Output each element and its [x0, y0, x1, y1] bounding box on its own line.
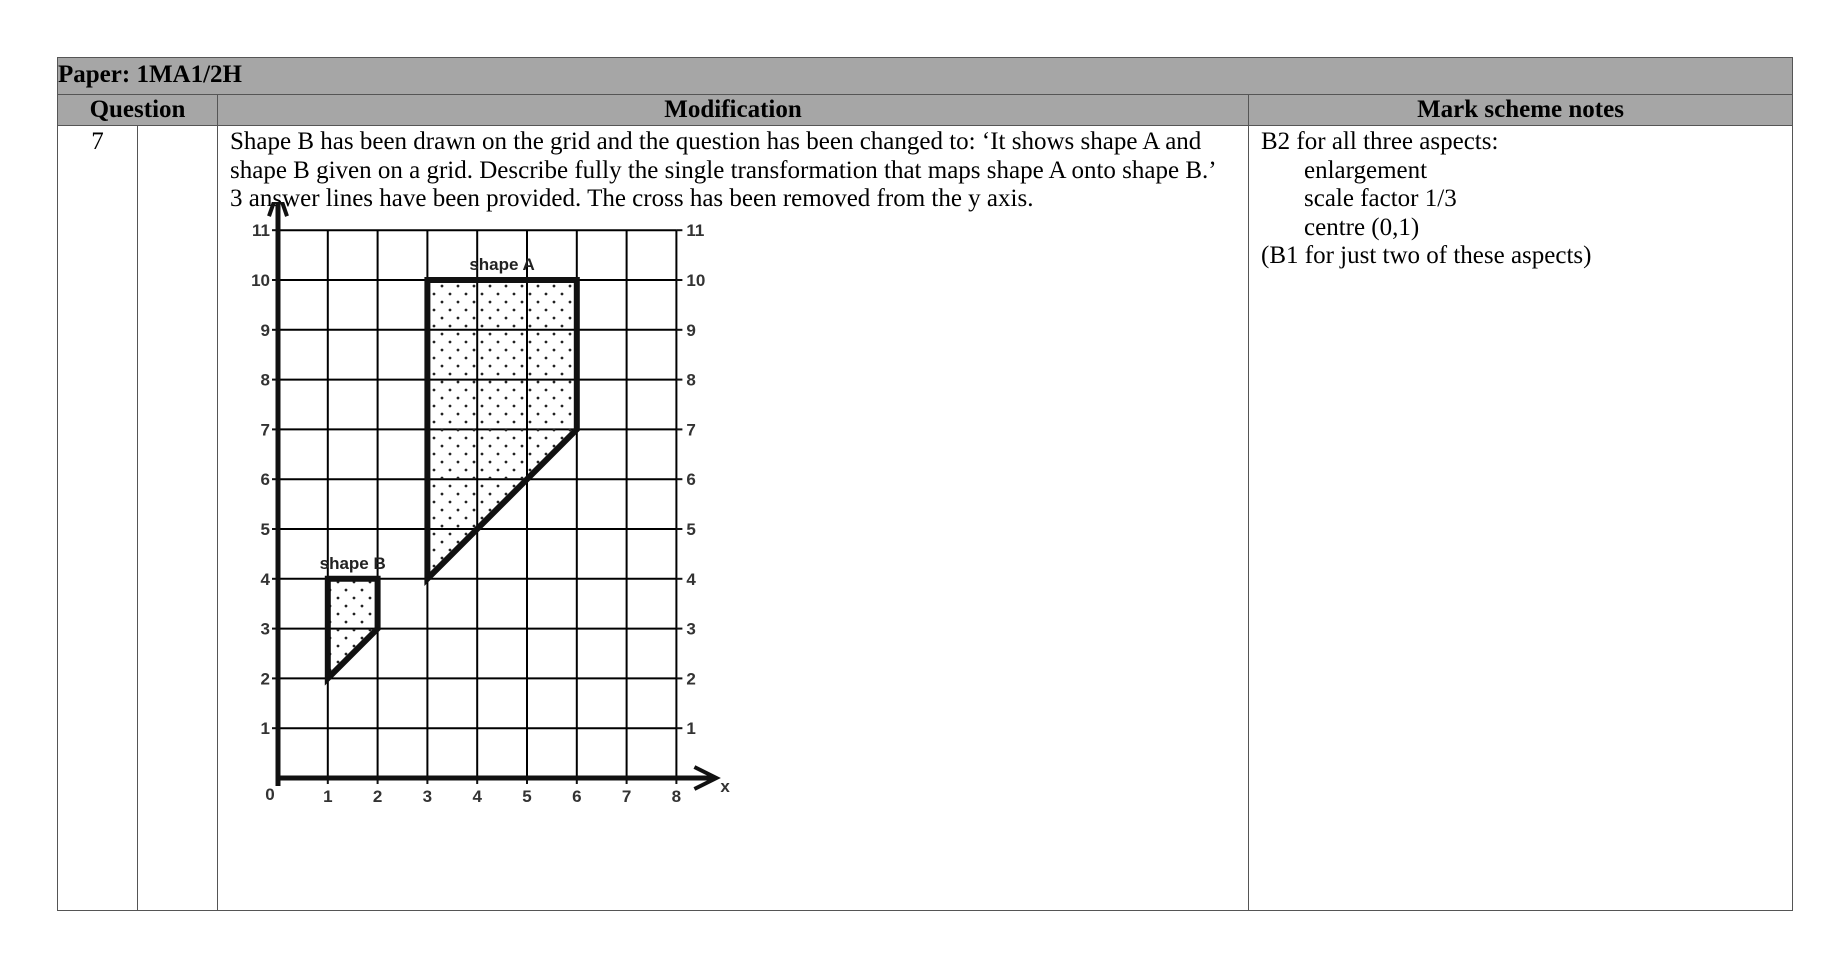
y-tick-label-right: 10	[686, 270, 706, 290]
notes-header: Mark scheme notes	[1249, 95, 1793, 126]
question-row	[58, 126, 1793, 911]
y-tick-label-right: 4	[686, 569, 696, 589]
notes-partial: (B1 for just two of these aspects)	[1261, 242, 1592, 269]
modification-line: 3 answer lines have been provided. The cross has been removed from the y axis.	[230, 185, 1034, 212]
y-tick-label-left: 11	[252, 220, 270, 240]
x-tick-label: 2	[372, 786, 383, 806]
x-tick-label: 7	[621, 786, 632, 806]
notes-aspect: centre (0,1)	[1304, 213, 1420, 241]
y-tick-label-left: 5	[260, 519, 270, 539]
shape-b	[328, 578, 378, 678]
y-tick-label-right: 6	[686, 469, 696, 489]
x-tick-label: 1	[323, 786, 333, 806]
column-header-row	[58, 95, 1793, 126]
y-tick-label-left: 1	[260, 718, 270, 738]
y-tick-label-left: 3	[260, 619, 270, 639]
paper-header-row	[58, 58, 1793, 95]
coordinate-grid-figure	[230, 202, 750, 822]
y-tick-label-right: 11	[686, 220, 705, 240]
y-tick-label-right: 5	[686, 519, 696, 539]
origin-label: 0	[265, 784, 275, 804]
y-tick-label-right: 2	[686, 668, 696, 688]
modification-cell	[218, 126, 1249, 911]
y-tick-label-right: 9	[686, 320, 696, 340]
x-axis-label: x	[720, 776, 730, 796]
y-tick-label-left: 6	[260, 469, 270, 489]
y-tick-label-right: 1	[686, 718, 696, 738]
y-tick-label-left: 2	[260, 668, 270, 688]
shape-b-label: shape B	[319, 553, 386, 573]
question-part-cell	[138, 126, 218, 911]
modification-line: shape B given on a grid. Describe fully the single transformation that maps shape A onto shape B.’	[230, 156, 1217, 184]
question-number: 7	[58, 126, 138, 911]
notes-aspect: scale factor 1/3	[1304, 185, 1457, 212]
x-tick-label: 3	[422, 786, 433, 806]
coordinate-grid	[230, 202, 750, 822]
y-tick-label-right: 8	[686, 370, 696, 390]
x-tick-label: 5	[522, 786, 532, 806]
notes-intro: B2 for all three aspects:	[1261, 128, 1499, 155]
shape-a-label: shape A	[469, 254, 535, 274]
y-tick-label-left: 7	[260, 419, 270, 439]
y-tick-label-right: 7	[686, 419, 696, 439]
mark-scheme-cell	[1249, 126, 1793, 911]
modification-line: Shape B has been drawn on the grid and the question has been changed to: ‘It shows shape A and	[230, 128, 1202, 155]
shape-a	[427, 280, 576, 579]
x-tick-label: 4	[472, 786, 482, 806]
paper-title: Paper: 1MA1/2H	[58, 58, 1793, 95]
x-tick-label: 8	[671, 786, 682, 806]
y-tick-label-left: 4	[260, 569, 270, 589]
y-tick-label-left: 9	[260, 320, 270, 340]
question-header: Question	[58, 95, 218, 126]
x-tick-label: 6	[572, 786, 582, 806]
y-tick-label-left: 10	[251, 270, 270, 290]
y-tick-label-right: 3	[686, 619, 696, 639]
y-tick-label-left: 8	[260, 370, 270, 390]
modification-header: Modification	[218, 95, 1249, 126]
notes-aspect: enlargement	[1304, 156, 1428, 184]
modification-table	[57, 57, 1793, 911]
